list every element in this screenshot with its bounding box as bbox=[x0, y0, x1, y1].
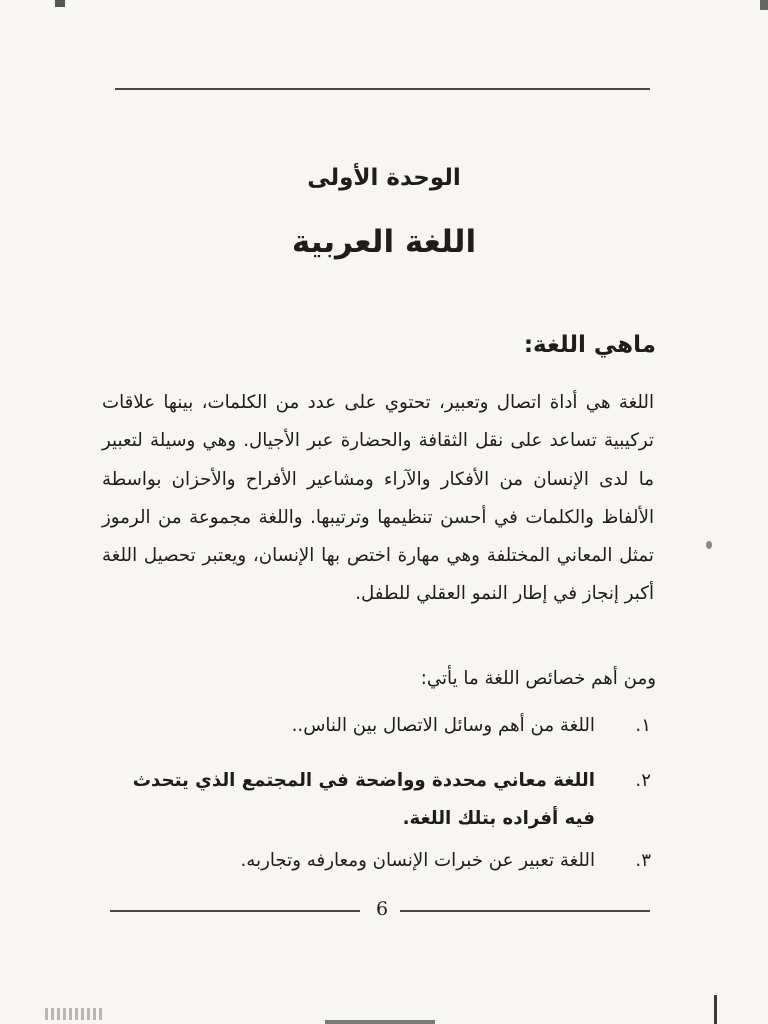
list-item bbox=[100, 715, 655, 762]
list-item-text: اللغة من أهم وسائل الاتصال بين الناس.. bbox=[291, 715, 595, 736]
page-number: 6 bbox=[375, 898, 389, 920]
ink-spot bbox=[706, 541, 712, 549]
list-item-text: اللغة معاني محددة وواضحة في المجتمع الذي يتحدث فيه أفراده بتلك اللغة. bbox=[132, 770, 595, 829]
page-edge-mark bbox=[55, 0, 65, 7]
body-paragraph: اللغة هي أداة اتصال وتعبير، تحتوي على عدد من الكلمات، بينها علاقات تركيبية تساعد على نقل الثقافة والحضارة عبر الأجيال. وهي وسيلة لتعبير ما لدى الإنسان من الأفكار والآراء ومشاعير الأفراح والأحزان بواسطة الألفاظ والكلمات في أحسن تنظيمها وترتيبها. واللغة مجموعة من الرموز تمثل المعاني المختلفة وهي مهارة اختص بها الإنسان، ويعتبر تحصيل اللغة أكبر إنجاز في إطار النمو العقلي للطفل. bbox=[102, 392, 654, 605]
footer-rule-right bbox=[400, 910, 650, 912]
list-item-number: ٣. bbox=[635, 850, 651, 871]
page-edge-mark bbox=[45, 1008, 105, 1020]
list-item-number: ٢. bbox=[635, 770, 651, 791]
footer-rule-left bbox=[110, 910, 360, 912]
page-edge-mark bbox=[714, 995, 717, 1024]
list-item bbox=[100, 762, 655, 850]
page-edge-mark bbox=[760, 0, 768, 10]
list-item-text: اللغة تعبير عن خبرات الإنسان ومعارفه وتجاربه. bbox=[240, 850, 595, 871]
list-item-number: ١. bbox=[635, 715, 651, 736]
header-rule bbox=[115, 88, 650, 90]
list-intro: ومن أهم خصائص اللغة ما يأتي: bbox=[420, 668, 656, 689]
characteristics-list bbox=[100, 715, 655, 890]
list-item bbox=[100, 850, 655, 890]
page-edge-mark bbox=[325, 1020, 435, 1024]
unit-heading: الوحدة الأولى bbox=[307, 165, 461, 191]
chapter-title: اللغة العربية bbox=[291, 224, 477, 260]
section-heading: ماهي اللغة: bbox=[523, 332, 656, 358]
